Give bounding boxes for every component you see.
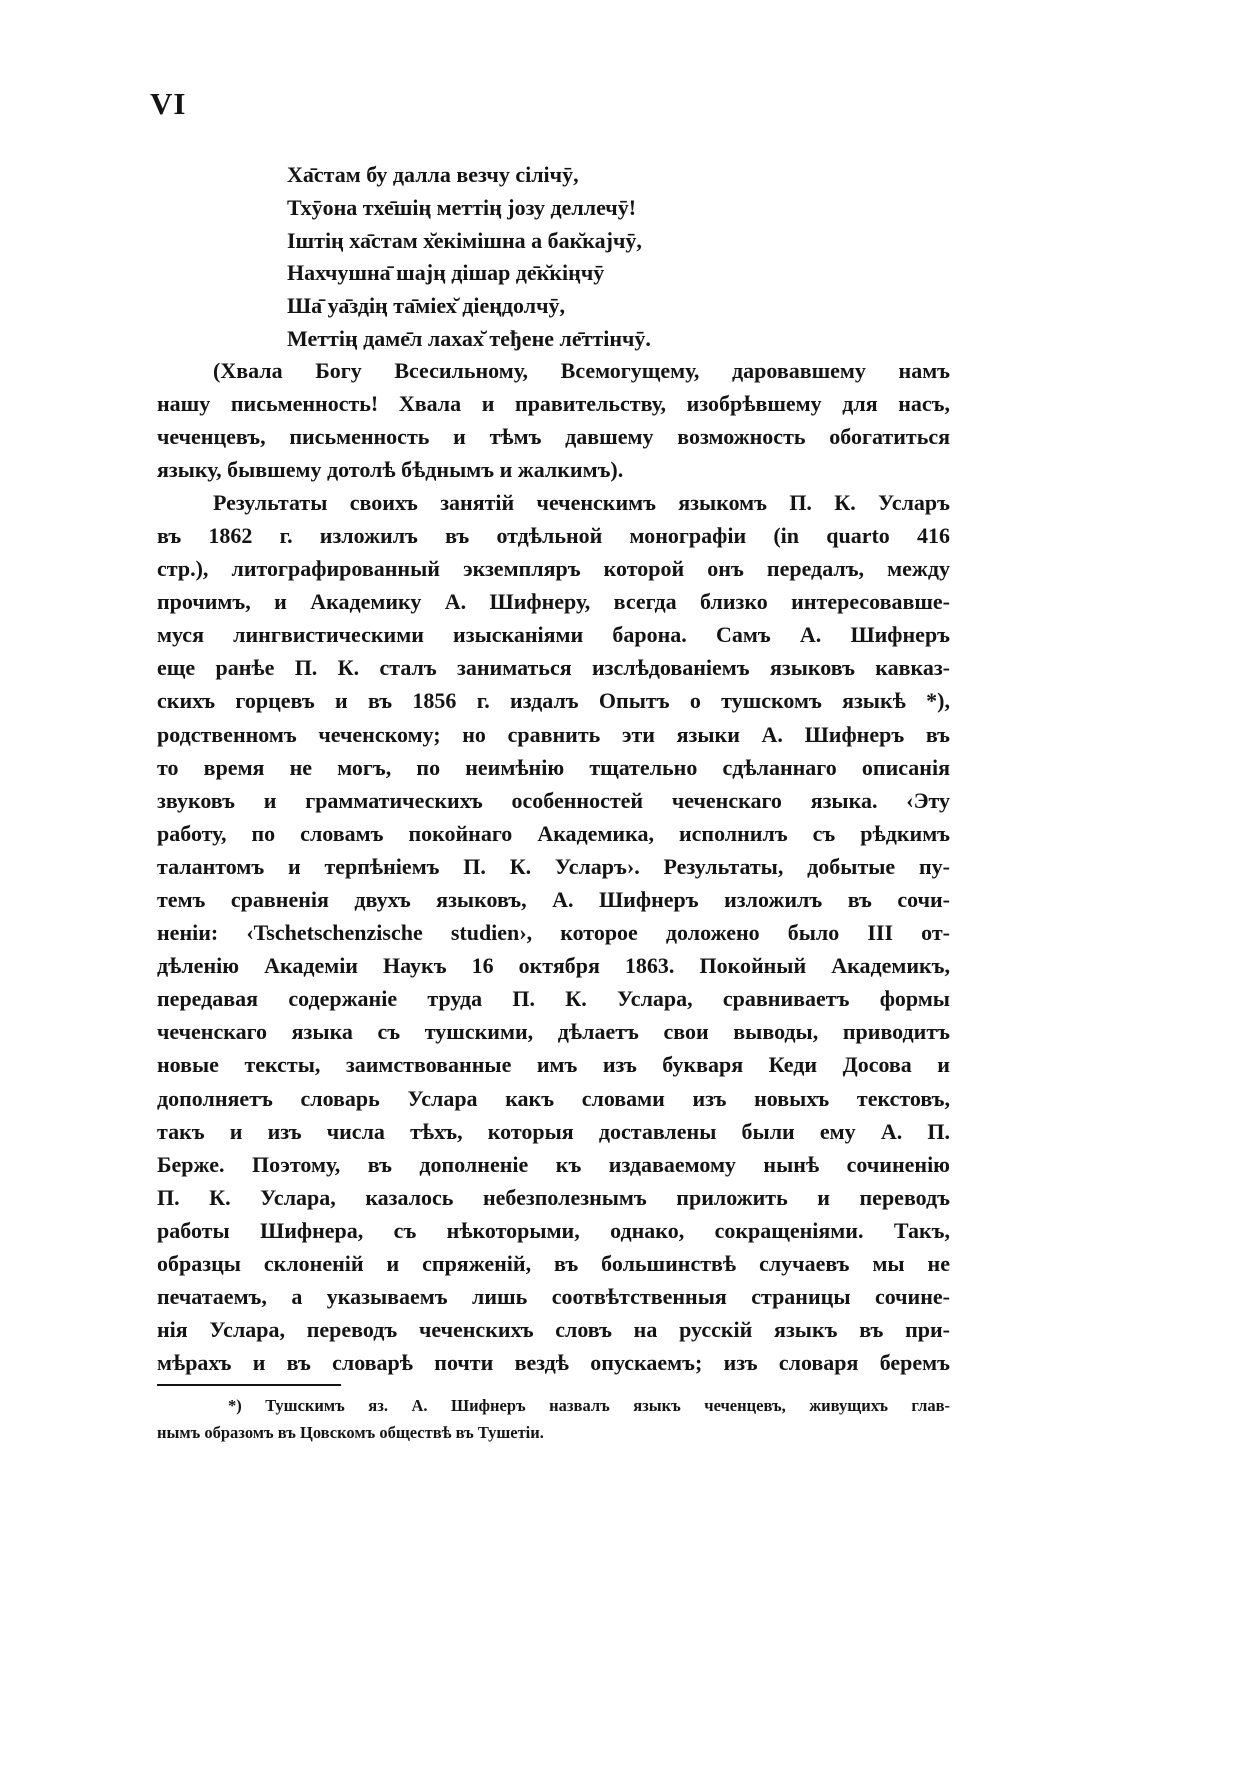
text-line: (Хвала Богу Всесильному, Всемогущему, даровавшему намъ — [213, 357, 950, 383]
text-line: скихъ горцевъ и въ 1856 г. издалъ Опытъ о тушскомъ языкѣ *), — [157, 688, 950, 714]
text-line: нашу письменность! Хвала и правительству, изобрѣвшему для насъ, — [157, 390, 950, 416]
translation-paragraph — [157, 354, 950, 486]
footnote-line: нымъ образомъ въ Цовскомъ обществѣ въ Тушетіи. — [157, 1422, 544, 1442]
body-text — [157, 354, 950, 1380]
text-line: такъ и изъ числа тѣхъ, которыя доставлены были ему А. П. — [157, 1118, 950, 1144]
page-number: VI — [150, 86, 187, 121]
poem-line: Ша̄ уа̄здің та̄міех̆ діеңдолчӯ, — [287, 293, 565, 319]
text-line: дополняетъ словарь Услара какъ словами изъ новыхъ текстовъ, — [157, 1085, 950, 1111]
text-line: Результаты своихъ занятій чеченскимъ языкомъ П. К. Усларъ — [213, 489, 950, 515]
text-line: нія Услара, переводъ чеченскихъ словъ на русскій языкъ въ при- — [157, 1317, 950, 1343]
text-line: новые тексты, заимствованные имъ изъ букваря Кеди Досова и — [157, 1052, 950, 1078]
poem-line: Нахчушна̄ шајң дішар де̄к̆кіңчӯ — [287, 260, 605, 286]
footnote-rule — [157, 1384, 341, 1386]
poem-line: Іштің ха̄стам х̆екімішна а бак̆кајчӯ, — [287, 227, 642, 253]
text-line: звуковъ и грамматическихъ особенностей чеченскаго языка. ‹Эту — [157, 787, 950, 813]
text-line: чеченскаго языка съ тушскими, дѣлаетъ свои выводы, приводитъ — [157, 1019, 950, 1045]
text-line: работы Шифнера, съ нѣкоторыми, однако, сокращеніями. Такъ, — [157, 1217, 950, 1243]
text-line: Берже. Поэтому, въ дополненіе къ издаваемому нынѣ сочиненію — [157, 1151, 950, 1177]
text-line: талантомъ и терпѣніемъ П. К. Усларъ›. Результаты, добытые пу- — [157, 853, 950, 879]
poem — [287, 159, 887, 356]
text-line: еще ранѣе П. К. сталъ заниматься изслѣдованіемъ языковъ кавказ- — [157, 655, 950, 681]
text-line: дѣленію Академіи Наукъ 16 октября 1863. Покойный Академикъ, — [157, 953, 950, 979]
poem-line: Меттің даме̄л лахах̆ теђене ле̄ттінчӯ. — [287, 325, 651, 351]
text-line: образцы склоненій и спряженій, въ большинствѣ случаевъ мы не — [157, 1251, 950, 1277]
poem-line: Тхӯона тхе̄шің меттің јозу деллечӯ! — [287, 194, 637, 220]
text-line: муся лингвистическими изысканіями барона. Самъ А. Шифнеръ — [157, 622, 950, 648]
text-line: темъ сравненія двухъ языковъ, А. Шифнеръ изложилъ въ сочи- — [157, 887, 950, 912]
text-line: мѣрахъ и въ словарѣ почти вездѣ опускаемъ; изъ словаря беремъ — [157, 1350, 950, 1376]
text-line: П. К. Услара, казалось небезполезнымъ приложить и переводъ — [157, 1184, 950, 1210]
text-line: прочимъ, и Академику А. Шифнеру, всегда близко интересовавше- — [157, 589, 950, 615]
text-line: то время не могъ, по неимѣнію тщательно сдѣланнаго описанія — [157, 754, 950, 780]
footnote-line: *) Тушскимъ яз. А. Шифнеръ назвалъ языкъ чеченцевъ, живущихъ глав- — [228, 1395, 950, 1415]
poem-line: Ха̄стам бу далла везчу сілічӯ, — [287, 162, 579, 187]
text-line: передавая содержаніе труда П. К. Услара, сравниваетъ формы — [157, 986, 950, 1012]
text-line: работу, по словамъ покойнаго Академика, исполнилъ съ рѣдкимъ — [157, 820, 950, 846]
text-line: чеченцевъ, письменность и тѣмъ давшему возможность обогатиться — [157, 423, 950, 449]
text-line: печатаемъ, а указываемъ лишь соотвѣтственныя страницы сочине- — [157, 1284, 950, 1310]
footnote — [157, 1392, 950, 1446]
text-line: языку, бывшему дотолѣ бѣднымъ и жалкимъ). — [157, 456, 624, 482]
text-line: неніи: ‹Tschetschenzische studien›, которое доложено было III от- — [157, 920, 950, 946]
text-line: въ 1862 г. изложилъ въ отдѣльной монографіи (in quarto 416 — [157, 522, 950, 548]
text-line: родственномъ чеченскому; но сравнить эти языки А. Шифнеръ въ — [157, 721, 950, 747]
main-paragraph — [157, 486, 950, 1380]
text-line: стр.), литографированный экземпляръ которой онъ передалъ, между — [157, 556, 950, 582]
